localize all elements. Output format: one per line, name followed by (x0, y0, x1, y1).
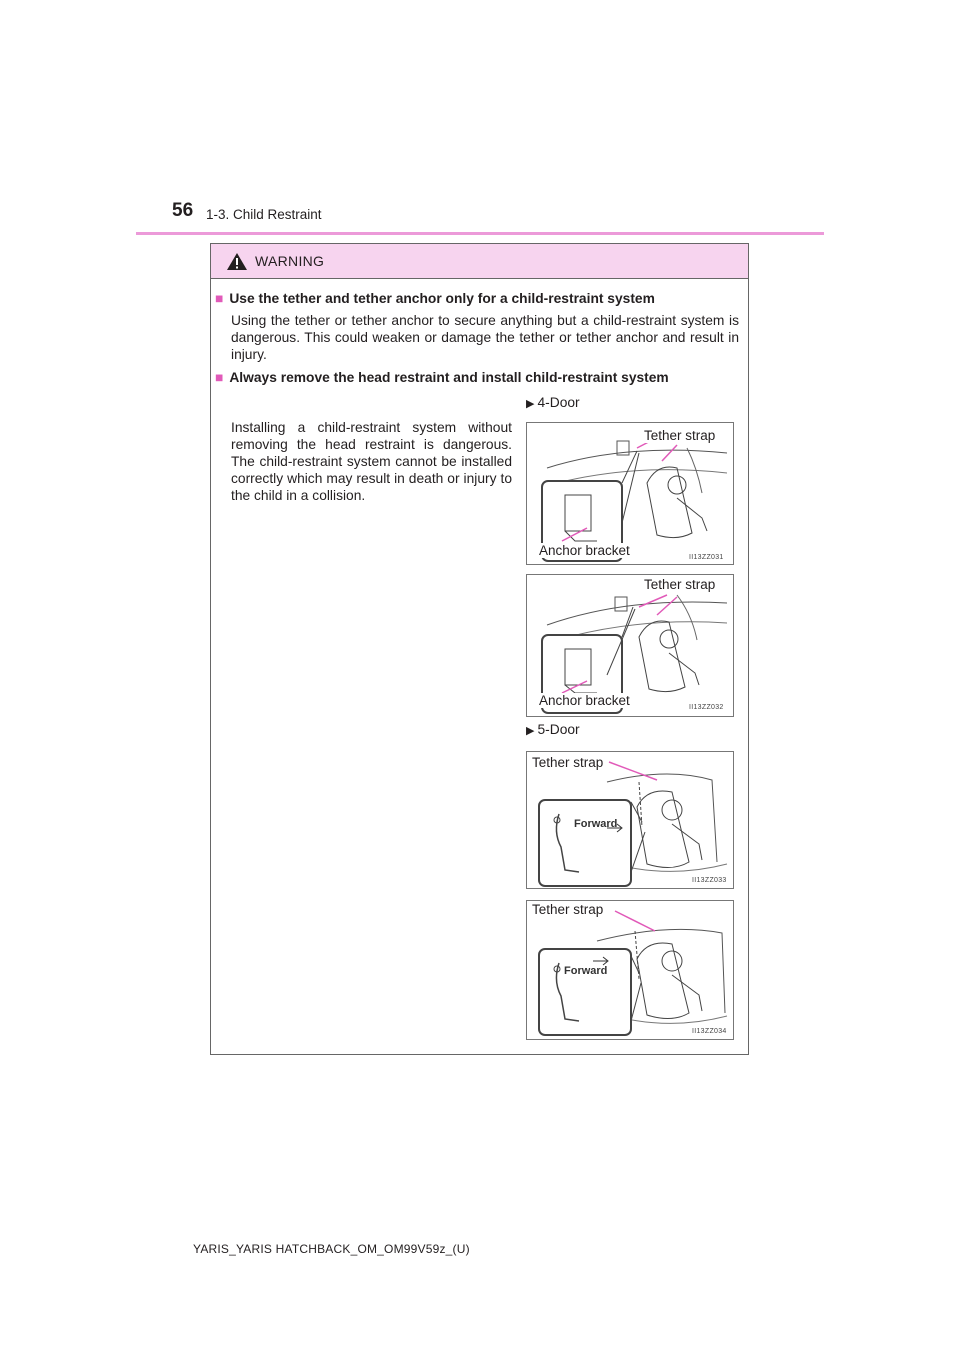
figure-4door-1 (526, 422, 734, 565)
figure-code: II13ZZ033 (692, 877, 727, 884)
forward-label: Forward (574, 818, 618, 830)
figure-code: II13ZZ034 (692, 1028, 727, 1035)
warning-header (211, 244, 748, 279)
warning-heading-1 (215, 291, 655, 306)
forward-label: Forward (564, 965, 608, 977)
tether-strap-label: Tether strap (532, 755, 604, 770)
five-door-label (526, 722, 580, 737)
header-rule (136, 232, 824, 235)
footer-document-id: YARIS_YARIS HATCHBACK_OM_OM99V59z_(U) (193, 1242, 470, 1256)
figure-code: II13ZZ031 (689, 554, 724, 561)
warning-box (210, 243, 749, 1055)
figure-code: II13ZZ032 (689, 704, 724, 711)
figure-5door-1 (526, 751, 734, 889)
anchor-bracket-label: Anchor bracket (539, 543, 630, 558)
warning-triangle-icon (226, 252, 248, 271)
figure-4door-2 (526, 574, 734, 717)
triangle-right-icon: ▶ (526, 398, 535, 410)
figure-5door-1-drawing (527, 752, 734, 889)
warning-heading-2 (215, 370, 669, 385)
four-door-label-text: 4-Door (537, 395, 580, 410)
five-door-label-text: 5-Door (537, 722, 580, 737)
page-number: 56 (172, 200, 194, 221)
tether-strap-label: Tether strap (644, 428, 716, 443)
figure-5door-2 (526, 900, 734, 1040)
figure-5door-2-drawing (527, 901, 734, 1040)
anchor-bracket-label: Anchor bracket (539, 693, 630, 708)
tether-strap-label: Tether strap (644, 577, 716, 592)
four-door-label (526, 395, 580, 410)
warning-body-2: Installing a child-restraint system without removing the head restraint is dangerous. The child-restraint system cannot be installed correctly which may result in death or injury to the child in a collision. (231, 420, 512, 503)
warning-body-1: Using the tether or tether anchor to secure anything but a child-restraint system is dangerous. This could weaken or damage the tether or tether anchor and result in injury. (231, 313, 739, 362)
section-title: 1-3. Child Restraint (206, 207, 322, 222)
tether-strap-label: Tether strap (532, 902, 604, 917)
warning-heading-1-text: Use the tether and tether anchor only for a child-restraint system (229, 291, 655, 306)
bullet-square-icon: ■ (215, 291, 224, 306)
triangle-right-icon: ▶ (526, 725, 535, 737)
warning-heading-2-text: Always remove the head restraint and install child-restraint system (229, 370, 669, 385)
warning-label: WARNING (255, 253, 325, 269)
bullet-square-icon: ■ (215, 370, 224, 385)
